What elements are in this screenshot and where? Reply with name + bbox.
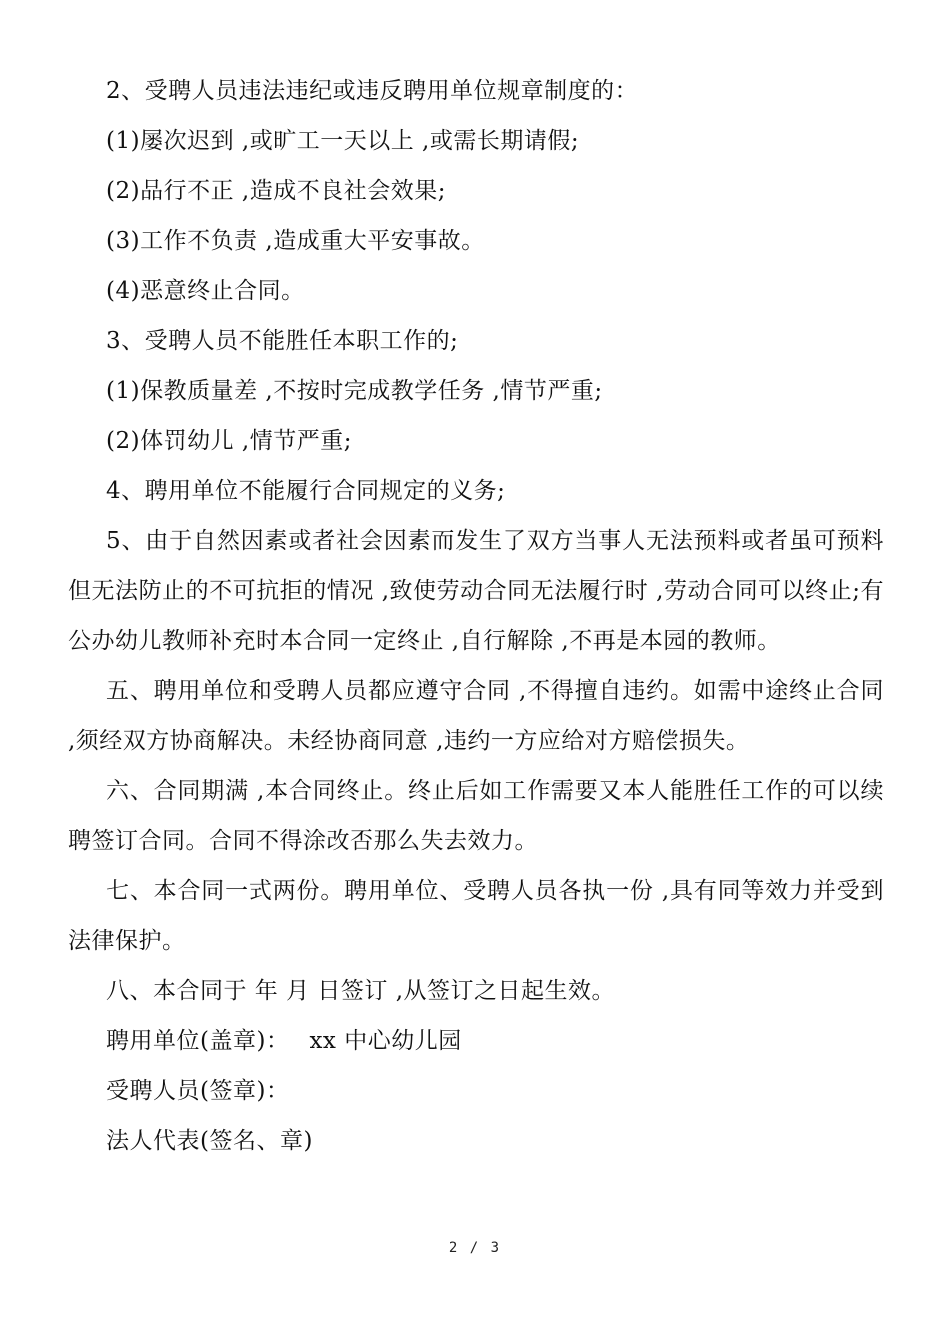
legal-rep-line: 法人代表(签名、章) xyxy=(106,1128,313,1154)
signing-date-line: 八、本合同于 年 月 日签订 ,从签订之日起生效。 xyxy=(106,978,616,1004)
page-number: 2 / 3 xyxy=(448,1240,502,1256)
clause-line: (1)保教质量差 ,不按时完成教学任务 ,情节严重; xyxy=(106,378,603,404)
clause-paragraph: 七、本合同一式两份。聘用单位、受聘人员各执一份 ,具有同等效力并受到法律保护。 xyxy=(68,878,884,954)
clause-line: (3)工作不负责 ,造成重大平安事故。 xyxy=(106,228,485,254)
clause-line: (4)恶意终止合同。 xyxy=(106,278,305,304)
employer-label: 聘用单位(盖章)： xyxy=(106,1028,290,1054)
clause-paragraph: 六、合同期满 ,本合同终止。终止后如工作需要又本人能胜任工作的可以续聘签订合同。合同不得涂改否那么失去效力。 xyxy=(68,778,884,854)
clause-line: (2)体罚幼儿 ,情节严重; xyxy=(106,428,352,454)
clause-line: (2)品行不正 ,造成不良社会效果; xyxy=(106,178,446,204)
clause-line: 2、受聘人员违法违纪或违反聘用单位规章制度的： xyxy=(106,78,639,104)
employer-name: xx 中心幼儿园 xyxy=(309,1028,462,1054)
clause-line: 3、受聘人员不能胜任本职工作的; xyxy=(106,328,459,354)
clause-line: (1)屡次迟到 ,或旷工一天以上 ,或需长期请假; xyxy=(106,128,580,154)
employer-line xyxy=(68,1016,884,1066)
clause-paragraph: 五、聘用单位和受聘人员都应遵守合同 ,不得擅自违约。如需中途终止合同 ,须经双方协商解决。未经协商同意 ,违约一方应给对方赔偿损失。 xyxy=(68,678,884,754)
clause-line: 4、聘用单位不能履行合同规定的义务; xyxy=(106,478,506,504)
document-body xyxy=(68,66,884,1166)
employee-line: 受聘人员(签章)： xyxy=(106,1078,290,1104)
clause-paragraph: 5、由于自然因素或者社会因素而发生了双方当事人无法预料或者虽可预料但无法防止的不可抗拒的情况 ,致使劳动合同无法履行时 ,劳动合同可以终止;有公办幼儿教师补充时本合同一定终止 ,自行解除 ,不再是本园的教师。 xyxy=(68,528,884,654)
